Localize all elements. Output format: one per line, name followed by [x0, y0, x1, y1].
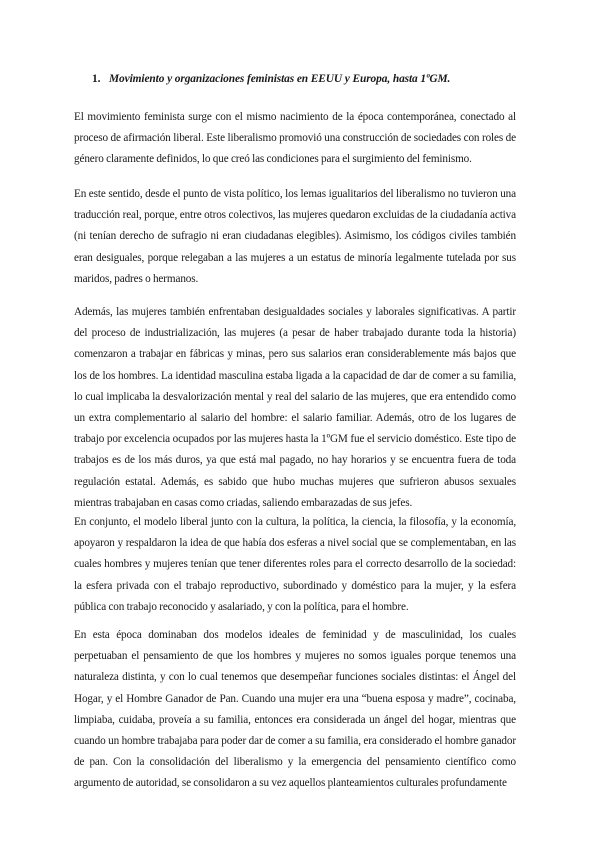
section-number: 1. — [92, 73, 101, 85]
paragraph-ideal-models: En esta época dominaban dos modelos ideales de feminidad y de masculinidad, los cuales perpetuaban el pensamiento de que los hombres y mujeres no somos iguales porque tenemos una naturaleza distinta, y con lo cual tenemos que desempeñar funciones sociales distintas: el Ángel del Hogar, y el Hombre Ganador de Pan. Cuando una mujer era una “buena esposa y madre”, cocinaba, limpiaba, cuidaba, proveía a su familia, entonces era considerada un ángel del hogar, mientras que cuando un hombre trabajaba para poder dar de comer a su familia, era considerado el hombre ganador de pan. Con la consolidación del liberalismo y la emergencia del pensamiento científico como argumento de autoridad, se consolidaron a su vez aquellos planteamientos culturales profundamente — [74, 629, 516, 790]
section-heading — [92, 72, 450, 87]
paragraph-origins: El movimiento feminista surge con el mismo nacimiento de la época contemporánea, conectado al proceso de afirmación liberal. Este liberalismo promovió una construcción de sociedades con roles de género claramente definidos, lo que creó las condiciones para el surgimiento del feminismo. — [74, 111, 516, 166]
section-title: Movimiento y organizaciones feministas en EEUU y Europa, hasta 1ºGM. — [109, 73, 451, 85]
paragraph-social-labor-inequality: Además, las mujeres también enfrentaban desigualdades sociales y laborales significativas. A partir del proceso de industrialización, las mujeres (a pesar de haber trabajado durante toda la historia) comenzaron a trabajar en fábricas y minas, pero sus salarios eran considerablemente más bajos que los de los hombres. La identidad masculina estaba ligada a la capacidad de dar de comer a su familia, lo cual implicaba la desvalorización mental y real del salario de las mujeres, que era entendido como un extra complementario al salario del hombre: el salario familiar. Además, otro de los lugares de trabajo por excelencia ocupados por las mujeres hasta la 1ºGM fue el servicio doméstico. Este tipo de trabajos es de los más duros, ya que está mal pagado, no hay horarios y se encuentra fuera de toda regulación estatal. Además, es sabido que hubo muchas mujeres que sufrieron abusos sexuales mientras trabajaban en casas como criadas, saliendo embarazadas de sus jefes. — [74, 306, 516, 509]
paragraph-political-exclusion: En este sentido, desde el punto de vista político, los lemas igualitarios del liberalismo no tuvieron una traducción real, porque, entre otros colectivos, las mujeres quedaron excluidas de la ciudadanía activa (ni tenían derecho de sufragio ni eran ciudadanas elegibles). Asimismo, los códigos civiles también eran desiguales, porque relegaban a las mujeres a un estatus de minoría legalmente tutelada por sus maridos, padres o hermanos. — [74, 188, 516, 285]
paragraph-separate-spheres: En conjunto, el modelo liberal junto con la cultura, la política, la ciencia, la filosofía, y la economía, apoyaron y respaldaron la idea de que había dos esferas a nivel social que se complementaban, en las cuales hombres y mujeres tenían que tener diferentes roles para el correcto desarrollo de la sociedad: la esfera privada con el trabajo reproductivo, subordinado y doméstico para la mujer, y la esfera pública con trabajo reconocido y asalariado, y con la política, para el hombre. — [74, 516, 516, 613]
